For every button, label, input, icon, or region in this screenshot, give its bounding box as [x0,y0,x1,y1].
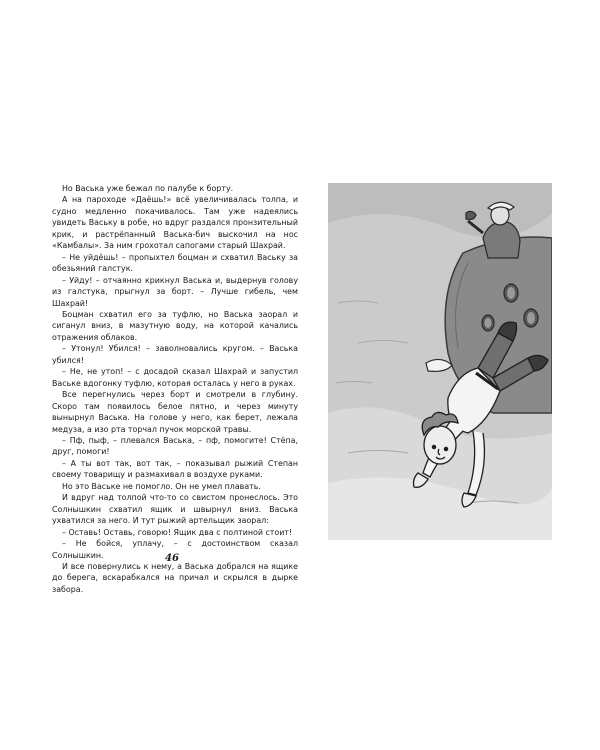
paragraph: – Не, не утоп! – с досадой сказал Шахрай и запустил Ваське вдогонку туфлю, которая осталась у него в руках. [52,367,298,388]
paragraph: – Не бойся, уплачу, – с достоинством сказал Солнышкин. [52,539,298,560]
paragraph: И все повернулись к нему, а Васька добрался на ящике до берега, вскарабкался на причал и скрылся в дырке забора. [52,561,298,594]
paragraph: Все перегнулись через борт и смотрели в глубину. Скоро там появилось белое пятно, и через минуту вынырнул Васька. На голове у него, как берет, лежала медуза, а изо рта торчал пучок морской травы. [52,390,298,434]
paragraph: – Утонул! Убился! – заволновались кругом. – Васька убился! [52,344,298,365]
illustration [328,183,552,540]
paragraph: – Не уйдёшь! – пропыхтел боцман и схватил Ваську за обезьяний галстук. [52,252,298,274]
paragraph: – Пф, пыф, – плевался Васька, – пф, помогите! Стёпа, друг, помоги! [52,435,298,457]
paragraph: Но Васька уже бежал по палубе к борту. [62,184,234,193]
page-number: 46 [165,553,179,564]
paragraph: – Оставь! Оставь, говорю! Ящик два с полтиной стоит! [62,527,293,537]
paragraph: И вдруг над толпой что-то со свистом пронеслось. Это Солнышкин схватил ящик и швырнул вниз. Васька ухватился за него. И тут рыжий артельщик заорал: [52,493,298,526]
illustration-drawing [328,183,552,540]
paragraph: – Уйду! – отчаянно крикнул Васька и, выдернув голову из галстука, прыгнул за борт. – Лучше гибель, чем Шахрай! [52,275,298,308]
paragraph: А на пароходе «Даёшь!» всё увеличивалась толпа, и судно медленно покачивалось. Там уже надеялись увидеть Ваську в робе, но вдруг раздался пронзительный крик, и растрёпанный Васька-бич выскочил на нос «Камбалы». За ним грохотал сапогами старый Шахрай. [52,195,298,251]
text-column [52,183,298,595]
paragraph: Боцман схватил его за туфлю, но Васька заорал и сиганул вниз, в мазутную воду, на которой качались отражения облаков. [52,309,298,342]
paragraph: – А ты вот так, вот так, – показывал рыжий Степан своему товарищу и размахивал в воздухе руками. [52,458,298,480]
paragraph: Но это Ваське не помогло. Он не умел плавать. [62,481,261,491]
